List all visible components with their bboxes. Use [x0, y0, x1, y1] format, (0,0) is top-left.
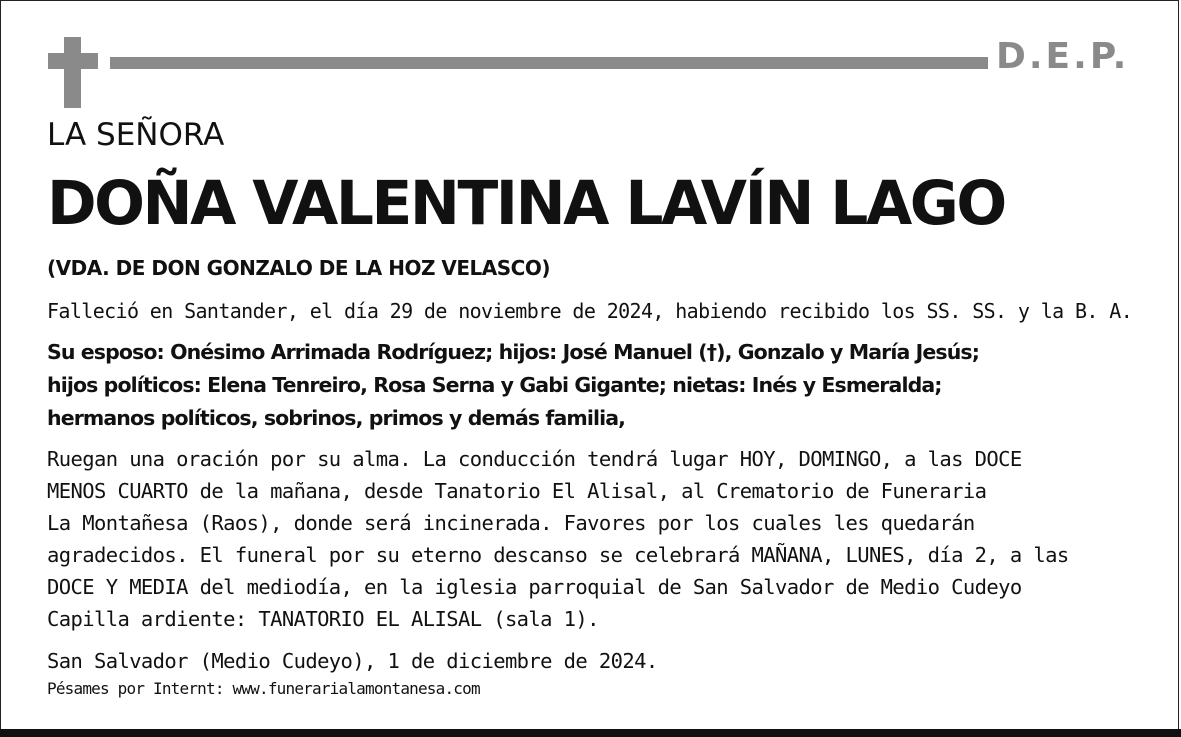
cross-icon-arm [48, 53, 98, 69]
bottom-border [0, 729, 1181, 737]
deceased-name: DOÑA VALENTINA LAVÍN LAGO [47, 168, 1005, 239]
body-line: Capilla ardiente: TANATORIO EL ALISAL (sala 1). [47, 607, 599, 631]
header-divider [110, 57, 988, 69]
condolences-line: Pésames por Internt: www.funerarialamontanesa.com [47, 679, 480, 698]
honorific: LA SEÑORA [47, 117, 225, 153]
cross-icon [64, 37, 81, 108]
family-line: hermanos políticos, sobrinos, primos y demás familia, [47, 406, 626, 430]
family-line: Su esposo: Onésimo Arrimada Rodríguez; hijos: José Manuel (†), Gonzalo y María Jesús; [47, 340, 979, 364]
family-line: hijos políticos: Elena Tenreiro, Rosa Serna y Gabi Gigante; nietas: Inés y Esmeralda; [47, 373, 942, 397]
body-line: agradecidos. El funeral por su eterno descanso se celebrará MAÑANA, LUNES, día 2, a las [47, 543, 1069, 567]
family-list [47, 336, 979, 435]
service-details [47, 443, 1069, 635]
body-line: Ruegan una oración por su alma. La conducción tendrá lugar HOY, DOMINGO, a las DOCE [47, 447, 1022, 471]
body-line: MENOS CUARTO de la mañana, desde Tanatorio El Alisal, al Crematorio de Funeraria [47, 479, 987, 503]
place-date: San Salvador (Medio Cudeyo), 1 de diciembre de 2024. [47, 649, 658, 673]
body-line: La Montañesa (Raos), donde será incinerada. Favores por los cuales les quedarán [47, 511, 975, 535]
dep-label: D.E.P. [996, 36, 1130, 77]
death-line: Falleció en Santander, el día 29 de noviembre de 2024, habiendo recibido los SS. SS. y la B. A. [47, 299, 1133, 323]
body-line: DOCE Y MEDIA del mediodía, en la iglesia parroquial de San Salvador de Medio Cudeyo [47, 575, 1022, 599]
widow-of-line: (VDA. DE DON GONZALO DE LA HOZ VELASCO) [47, 256, 550, 280]
